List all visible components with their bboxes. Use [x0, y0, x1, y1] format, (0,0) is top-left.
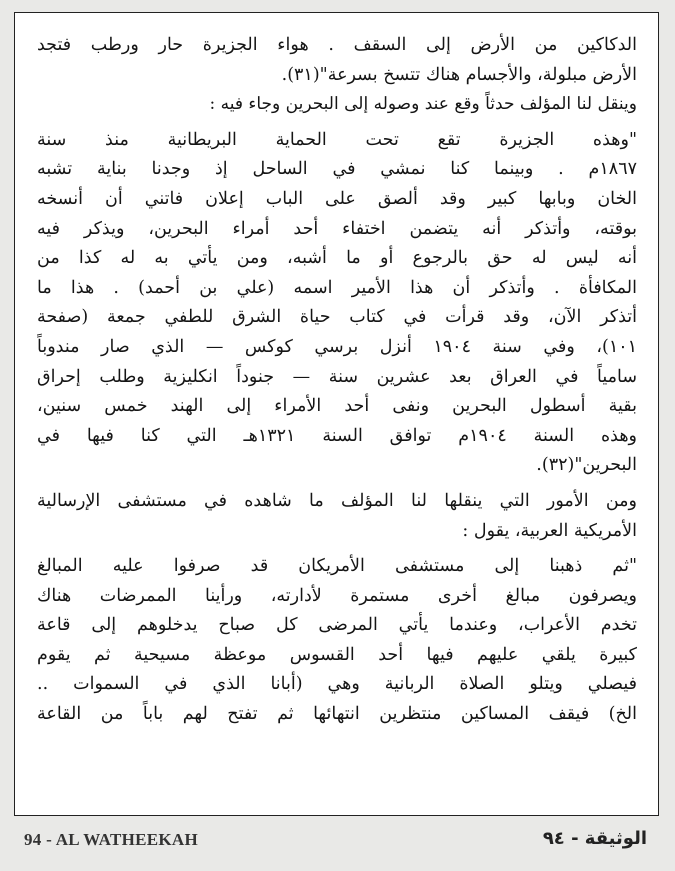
text-line: الأرض مبلولة، والأجسام هناك تتسخ بسرعة"(٣١). [281, 64, 637, 85]
quote-line: الخان وبابها كبير وقد ألصق على الباب إعلان فاتني أن أنسخه [37, 188, 637, 209]
text-line: وينقل لنا المؤلف حدثاً وقع عند وصوله إلى البحرين وجاء فيه : [209, 94, 637, 115]
quote-line: فيصلي ويتلو الصلاة الربانية وهي (أبانا الذي في السموات .. [37, 674, 637, 695]
quote-line: ١٠١)، وفي سنة ١٩٠٤ أنزل برسي كوكس — الذي صار مندوباً [37, 336, 637, 357]
page-footer [14, 826, 659, 856]
quote-line: أنه ليس له حق بالرجوع أو ما أشبه، ومن يأتي به له كذا من [37, 248, 637, 269]
quote-line: المكافأة . وأتذكر أن هذا الأمير اسمه (علي بن أحمد) . هذا ما [37, 277, 637, 298]
footer-english-title: 94 - AL WATHEEKAH [24, 830, 199, 849]
quote-line: "ثم ذهبنا إلى مستشفى الأمريكان قد صرفوا عليه المبالغ [37, 556, 637, 577]
quote-line: بقية أسطول البحرين ونفى أحد الأمراء إلى الهند خمس سنين، [37, 396, 637, 417]
quote-line: كبيرة يلقي عليهم فيها أحد القسوس موعظة مسيحية ثم يقوم [37, 644, 637, 665]
text-line: ومن الأمور التي ينقلها لنا المؤلف ما شاهده في مستشفى الإرسالية [37, 490, 637, 511]
quote-line: "وهذه الجزيرة تقع تحت الحماية البريطانية منذ سنة [37, 129, 637, 150]
page-frame [14, 12, 659, 816]
quote-line: الخ) فيقف المساكين منتظرين انتهائها ثم تفتح لهم باباً من القاعة [37, 704, 637, 725]
quote-line: أتذكر الآن، وقد قرأت في كتاب حياة الشرق للطفي جمعة (صفحة [37, 307, 637, 328]
quote-line: بوقته، وأتذكر أنه يتضمن اختفاء أحد أمراء البحرين، ويذكر فيه [37, 218, 637, 239]
article-text [37, 31, 637, 730]
footer-arabic-title: الوثيقة - ٩٤ [542, 828, 647, 849]
quote-line: سامياً في العراق بعد عشرين سنة — جنوداً انكليزية وطلب إحراق [37, 366, 637, 387]
text-line: الأمريكية العربية، يقول : [462, 520, 637, 541]
quote-line: تخدم الأعراب، وعندما يأتي المرضى كل صباح يدخلوهم إلى قاعة [37, 615, 637, 636]
quote-line: البحرين"(٣٢). [536, 455, 637, 476]
text-line: الدكاكين من الأرض إلى السقف . هواء الجزيرة حار ورطب فتجد [37, 35, 637, 55]
quote-line: ويصرفون مبالغ أخرى مستمرة لأدارته، ورأينا الممرضات هناك [37, 585, 637, 606]
quote-line: وهذه السنة ١٩٠٤م توافق السنة ١٣٢١هـ التي كنا فيها في [37, 425, 637, 446]
quote-line: ١٨٦٧م . وبينما كنا نمشي في الساحل إذ وجدنا بناية تشبه [37, 159, 637, 180]
